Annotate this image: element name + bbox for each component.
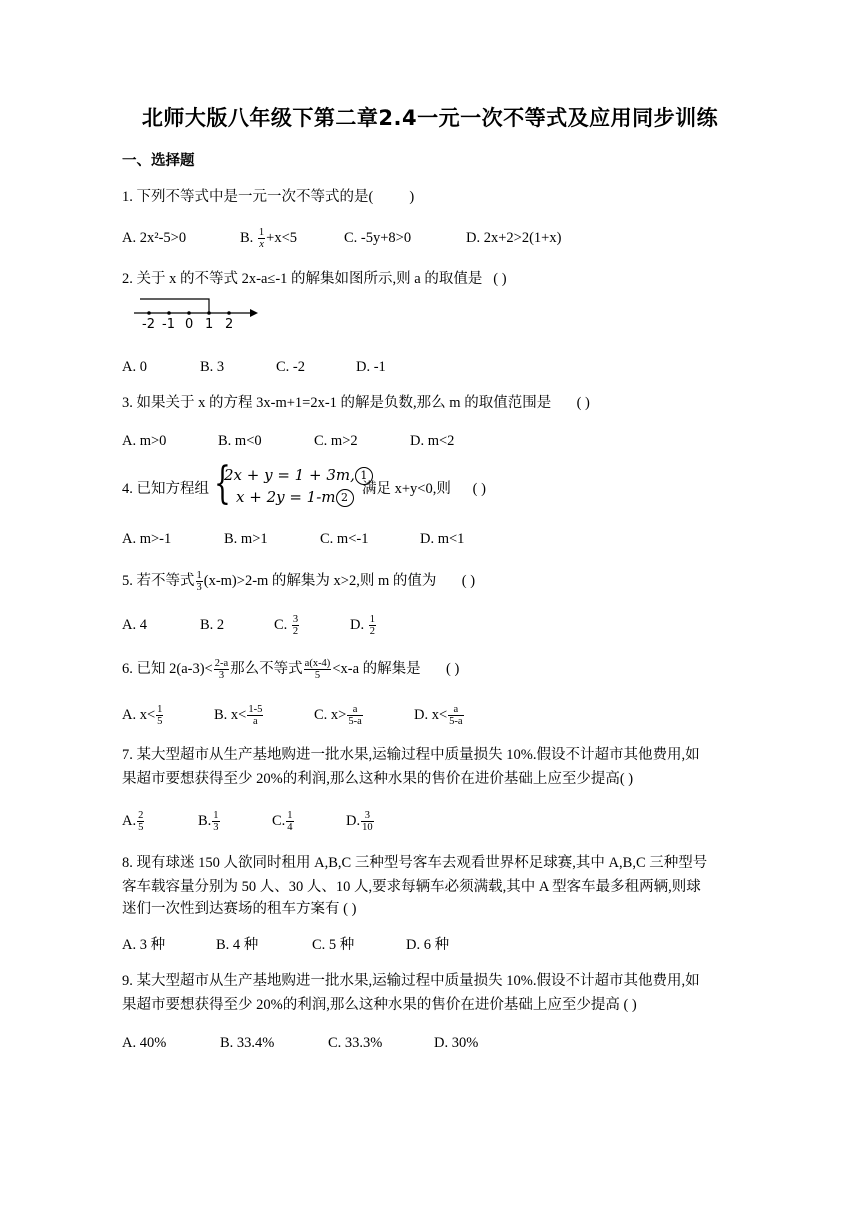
question-3-stem: 3. 如果关于 x 的方程 3x-m+1=2x-1 的解是负数,那么 m 的取值范围是 ( ) [122, 395, 590, 411]
q8-option-d: D. 6 种 [406, 937, 450, 953]
q4-option-b: B. m>1 [224, 531, 268, 547]
q2-option-d: D. -1 [356, 359, 386, 375]
q7-option-d: D. $\frac{3}{10}$ [346, 810, 373, 834]
q1-option-c: C. -5y+8>0 [344, 230, 412, 246]
q4-option-a: A. m>-1 [122, 531, 172, 547]
q9-option-d: D. 30% [434, 1035, 479, 1051]
question-7-line-2: 果超市要想获得至少 20%的利润,那么这种水果的售价在进价基础上应至少提高( ) [122, 771, 634, 787]
q9-option-a: A. 40% [122, 1035, 167, 1051]
q8-option-b: B. 4 种 [216, 937, 259, 953]
q6-option-d: D. x< $\frac{a}{5-a}$ [414, 704, 463, 728]
q2-option-a: A. 0 [122, 359, 147, 375]
question-8-line-1: 8. 现有球迷 150 人欲同时租用 A,B,C 三种型号客车去观看世界杯足球赛,其中 A,B,C 三种型号 [122, 855, 708, 871]
q6-option-a: A. x< $\frac{1}{5}$ [122, 704, 163, 728]
q1-option-a: A. 2x²-5>0 [122, 230, 187, 246]
q3-option-d: D. m<2 [410, 433, 455, 449]
q7-option-a: A. $\frac{2}{5}$ [122, 810, 144, 834]
q9-option-c: C. 33.3% [328, 1035, 383, 1051]
circled-number-2: 2 [336, 489, 354, 507]
q5-option-b: B. 2 [200, 617, 225, 633]
q7-option-c: C. $\frac{1}{4}$ [272, 810, 293, 834]
circled-number-1: 1 [355, 467, 373, 485]
question-7-line-1: 7. 某大型超市从生产基地购进一批水果,运输过程中质量损失 10%.假设不计超市其他费用,如 [122, 747, 700, 763]
q1-option-d: D. 2x+2>2(1+x) [466, 230, 562, 246]
equation-2: x + 2y = 1-m 2 [236, 488, 354, 507]
question-8-line-2: 客车载容量分别为 50 人、30 人、10 人,要求每辆车必须满载,其中 A 型客车最多租两辆,则球 [122, 879, 701, 895]
q5-option-c: C. $\frac{3}{2}$ [274, 614, 299, 638]
q5-option-a: A. 4 [122, 617, 147, 633]
question-6-stem: 6. 已知 2(a-3)< $\frac{2-a}{3}$ 那么不等式 $\frac{a(x-4)}{5}$ <x-a 的解集是 ( ) [122, 658, 460, 682]
q3-option-a: A. m>0 [122, 433, 167, 449]
q8-option-c: C. 5 种 [312, 937, 355, 953]
tick-label: -2 [142, 317, 155, 332]
page-title: 北师大版八年级下第二章2.4一元一次不等式及应用同步训练 [141, 106, 719, 130]
question-4-prefix: 4. 已知方程组 [122, 481, 209, 497]
q6-option-b: B. x< $\frac{1-5}{a}$ [214, 704, 263, 728]
question-9-line-2: 果超市要想获得至少 20%的利润,那么这种水果的售价在进价基础上应至少提高 ( ) [122, 997, 637, 1013]
question-1-stem: 1. 下列不等式中是一元一次不等式的是( ) [122, 189, 415, 205]
tick-label: 2 [225, 317, 234, 332]
tick-label: 1 [205, 317, 214, 332]
tick-label: -1 [162, 317, 175, 332]
tick-label: 0 [185, 317, 194, 332]
q4-option-d: D. m<1 [420, 531, 465, 547]
q5-option-d: D. $\frac{1}{2}$ [350, 614, 375, 638]
equation-1: 2x + y = 1 + 3m, 1 [224, 466, 373, 485]
q3-option-b: B. m<0 [218, 433, 262, 449]
number-line-arrow [250, 309, 258, 317]
question-9-line-1: 9. 某大型超市从生产基地购进一批水果,运输过程中质量损失 10%.假设不计超市其他费用,如 [122, 973, 700, 989]
q6-option-c: C. x> $\frac{a}{5-a}$ [314, 704, 362, 728]
q8-option-a: A. 3 种 [122, 937, 166, 953]
q4-option-c: C. m<-1 [320, 531, 369, 547]
brace-symbol: { [214, 458, 231, 509]
question-8-line-3: 迷们一次性到达赛场的租车方案有 ( ) [122, 901, 357, 917]
q3-option-c: C. m>2 [314, 433, 358, 449]
equation-system [214, 458, 368, 510]
section-heading: 一、选择题 [122, 153, 195, 169]
question-2-stem: 2. 关于 x 的不等式 2x-a≤-1 的解集如图所示,则 a 的取值是 ( ) [122, 271, 507, 287]
number-line-figure [130, 294, 270, 334]
q1-option-b: B. $\frac{1}{x}$ +x<5 [240, 227, 298, 251]
q2-option-c: C. -2 [276, 359, 305, 375]
solution-range-bracket [140, 299, 209, 313]
q9-option-b: B. 33.4% [220, 1035, 275, 1051]
question-4-suffix: 满足 x+y<0,则 ( ) [362, 481, 486, 497]
question-5-stem: 5. 若不等式 $\frac{1}{3}$ (x-m)>2-m 的解集为 x>2,则 m 的值为 ( ) [122, 570, 476, 594]
q7-option-b: B. $\frac{1}{3}$ [198, 810, 219, 834]
q2-option-b: B. 3 [200, 359, 225, 375]
